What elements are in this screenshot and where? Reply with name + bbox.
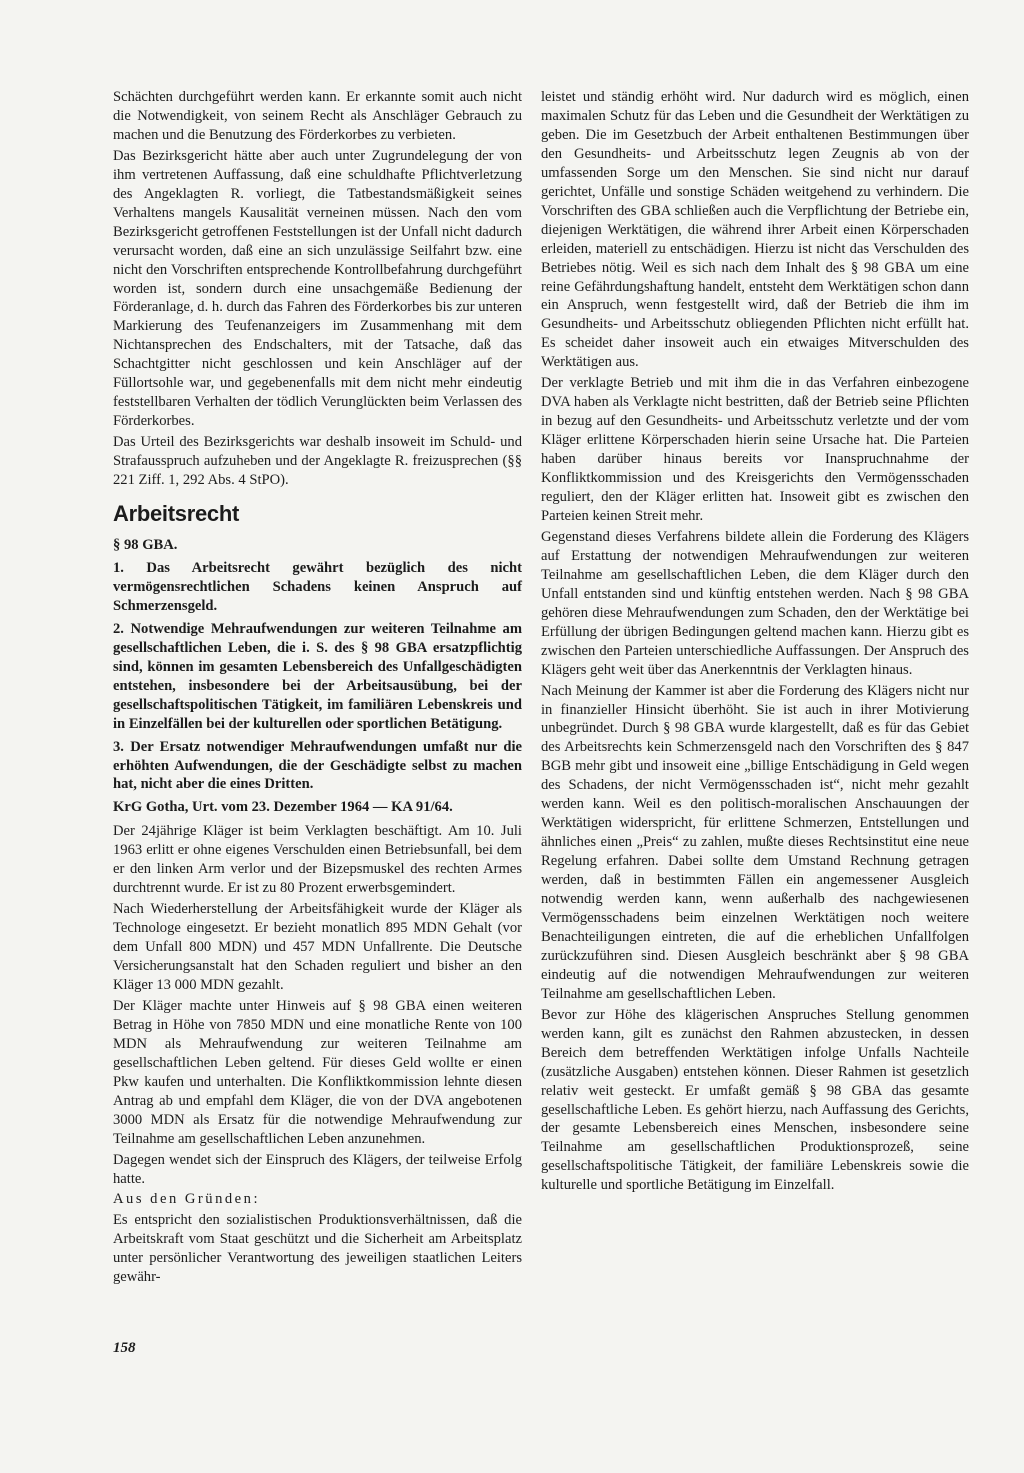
headnote: 1. Das Arbeitsrecht gewährt bezüglich des nicht vermögensrechtlichen Schadens keinen Anspruch auf Schmerzensgeld. (113, 559, 522, 614)
paragraph: Gegenstand dieses Verfahrens bildete allein die Forderung des Klägers auf Erstattung der notwendigen Mehraufwendungen zur weiteren Teilnahme am gesellschaftlichen Leben, die dem Kläger durch den Unfall entstanden sind und künftig entstehen werden. Nach § 98 GBA gehören diese Mehraufwendungen zum Schaden, den der Werktätige bei Erfüllung der übrigen Bedingungen geltend machen kann. Hierzu gibt es zwischen den Parteien unterschiedliche Auffassungen. Der Anspruch des Klägers geht weit über das Anerkenntnis der Verklagten hinaus. (541, 528, 969, 678)
paragraph: Schächten durchgeführt werden kann. Er erkannte somit auch nicht die Notwendigkeit, von seinem Recht als Anschläger Gebrauch zu machen und die Benutzung des Förderkorbes zu verbieten. (113, 89, 522, 143)
paragraph: Dagegen wendet sich der Einspruch des Klägers, der teilweise Erfolg hatte. (113, 1151, 522, 1187)
paragraph: Der 24jährige Kläger ist beim Verklagten beschäftigt. Am 10. Juli 1963 erlitt er ohne eigenes Verschulden einen Betriebsunfall, bei dem er den linken Arm verlor und der Bizepsmuskel des rechten Armes durchtrennt wurde. Er ist zu 80 Prozent erwerbsgemindert. (113, 823, 522, 897)
paragraph: Nach Meinung der Kammer ist aber die Forderung des Klägers nicht nur in finanzieller Hinsicht überhöht. Sie ist auch in ihrer Motivierung unbegründet. Durch § 98 GBA wurde klargestellt, daß es für das Gebiet des Arbeitsrechts kein Schmerzensgeld nach den Vorschriften des § 847 BGB mehr gibt und insoweit eine „billige Entschädigung in Geld wegen des Schadens, der nicht Vermögensschaden ist“, nicht mehr gezahlt werden kann. Weil es den politisch-moralischen Anschauungen der Werktätigen widerspricht, für erlittene Schmerzen, Entstellungen und ähnliches einen „Preis“ zu zahlen, mußte dieses Rechtsinstitut eine neue Regelung erfahren. Dabei sollte dem Umstand Rechnung getragen werden, daß in bestimmten Fällen ein angemessener Ausgleich notwendig werden kann, wenn außerhalb des nachgewiesenen Vermögensschadens beim einzelnen Werktätigen noch weitere Benachteiligungen eintreten, die auf die erheblichen Unfallfolgen zurückzuführen sind. Diesen Ausgleich beschränkt aber § 98 GBA eindeutig auf die notwendigen Mehraufwendungen zur weiteren Teilnahme am gesellschaftlichen Leben. (541, 682, 969, 1002)
case-citation: KrG Gotha, Urt. vom 23. Dezember 1964 — KA 91/64. (113, 799, 453, 816)
paragraph: Der verklagte Betrieb und mit ihm die in das Verfahren einbezogene DVA haben als Verklagte nicht bestritten, daß der Betrieb seine Pflichten in bezug auf den Gesundheits- und Arbeitsschutz verletzte und der vom Kläger erlittene Körperschaden hierin seine Ursache hat. Die Parteien haben darüber hinaus bereits vor Inanspruchnahme der Konfliktkommission und des Kreisgerichts den Vermögensschaden reguliert, den der Kläger erlitten hat. Insoweit gibt es zwischen den Parteien keinen Streit mehr. (541, 375, 969, 524)
section-heading: Arbeitsrecht (113, 501, 239, 527)
paragraph: Bevor zur Höhe des klägerischen Anspruches Stellung genommen werden kann, gilt es zunächst den Rahmen abzustecken, in dessen Bereich dem betreffenden Werktätigen infolge Unfalls Nachteile (zusätzliche Ausgaben) entstehen können. Dieser Rahmen ist gesetzlich relativ weit gesteckt. Er umfaßt gemäß § 98 GBA das gesamte gesellschaftliche Leben. Es gehört hierzu, nach Auffassung des Gerichts, der gesamte Lebensbereich eines Menschen, insbesondere seine Teilnahme am gesellschaftlichen Produktionsprozeß, seine gesellschaftspolitische Tätigkeit, der familiäre Lebenskreis sowie die kulturelle und sportliche Betätigung im Einzelfall. (541, 1006, 969, 1194)
paragraph: Der Kläger machte unter Hinweis auf § 98 GBA einen weiteren Betrag in Höhe von 7850 MDN und eine monatliche Rente von 100 MDN als Mehraufwendung zur weiteren Teilnahme am gesellschaftlichen Leben geltend. Für dieses Geld wollte er einen Pkw kaufen und unterhalten. Die Konfliktkommission lehnte diesen Antrag ab und empfahl dem Kläger, die von der DVA angebotenen 3000 MDN als Ersatz für die notwendige Mehraufwendung zur Teilnahme am gesellschaftlichen Leben anzunehmen. (113, 997, 522, 1147)
paragraph: Das Urteil des Bezirksgerichts war deshalb insoweit im Schuld- und Strafausspruch aufzuheben und der Angeklagte R. freizusprechen (§§ 221 Ziff. 1, 292 Abs. 4 StPO). (113, 434, 522, 489)
headnote: 2. Notwendige Mehraufwendungen zur weiteren Teilnahme am gesellschaftlichen Leben, die i. S. des § 98 GBA ersatzpflichtig sind, können im gesamten Lebensbereich des Unfallgeschädigten entstehen, insbesondere bei der Arbeitsausübung, bei der gesellschaftspolitischen Tätigkeit, im familiären Lebenskreis und in Einzelfällen bei der kulturellen oder sportlichen Betätigung. (113, 620, 522, 732)
page-number: 158 (113, 1340, 136, 1356)
paragraph: leistet und ständig erhöht wird. Nur dadurch wird es möglich, einen maximalen Schutz für das Leben und die Gesundheit der Werktätigen zu geben. Die im Gesetzbuch der Arbeit enthaltenen Bestimmungen über den Gesundheits- und Arbeitsschutz legen Zeugnis ab von der umfassenden Sorge um den Menschen. Sie sind nicht nur darauf gerichtet, Unfälle und sonstige Schäden weitgehend zu verhindern. Die Vorschriften des GBA schließen auch die Verpflichtung der Betriebe ein, diejenigen Werktätigen, die während ihrer Arbeit einen Körperschaden erleiden, materiell zu entschädigen. Hierzu ist nicht das Verschulden des Betriebes nötig. Weil es sich nach dem Inhalt des § 98 GBA um eine reine Gefährdungshaftung handelt, entsteht dem Werktätigen schon dann ein Anspruch, wenn festgestellt wird, daß der Betrieb die ihm im Gesundheits- und Arbeitsschutz obliegenden Pflichten nicht erfüllt hat. Es scheidet daher insoweit auch ein etwaiges Mitverschulden des Werktätigen aus. (541, 89, 969, 371)
reasons-label: Aus den Gründen: (113, 1191, 261, 1208)
left-column (113, 88, 522, 1289)
norm-reference: § 98 GBA. (113, 537, 178, 554)
paragraph: Das Bezirksgericht hätte aber auch unter Zugrundelegung der von ihm vertretenen Auffassung, daß eine schuldhafte Pflichtverletzung des Angeklagten R. vorliegt, die Tatbestandsmäßigkeit seines Verhaltens mangels Kausalität verneinen müssen. Nach den vom Bezirksgericht getroffenen Feststellungen ist der Unfall nicht dadurch verursacht worden, daß eine an sich unzulässige Seilfahrt bzw. eine nicht den Vorschriften entsprechende Kontrollbefahrung durchgeführt worden ist, sondern durch eine unsachgemäße Bedienung der Förderanlage, d. h. durch das Fahren des Förderkorbes bis zur unteren Markierung des Teufenanzeigers im Zusammenhang mit dem Nichtansprechen des Endschalters, mit der Tatsache, daß das Schachtgitter nicht geschlossen und kein Anschläger auf der Füllortsohle war, und gegebenenfalls mit dem nicht mehr eindeutig feststellbaren Verhalten der tödlich Verunglückten beim Verlassen des Förderkorbes. (113, 147, 522, 430)
right-column (541, 88, 969, 1197)
paragraph: Nach Wiederherstellung der Arbeitsfähigkeit wurde der Kläger als Technologe eingesetzt. Er bezieht monatlich 895 MDN Gehalt (vor dem Unfall 800 MDN) und 457 MDN Unfallrente. Die Deutsche Versicherungsanstalt hat den Schaden reguliert und bisher an den Kläger 13 000 MDN gezahlt. (113, 901, 522, 993)
headnote: 3. Der Ersatz notwendiger Mehraufwendungen umfaßt nur die erhöhten Aufwendungen, die der Geschädigte selbst zu machen hat, nicht aber die eines Dritten. (113, 738, 522, 793)
paragraph: Es entspricht den sozialistischen Produktionsverhältnissen, daß die Arbeitskraft vom Staat geschützt und die Sicherheit am Arbeitsplatz unter persönlicher Verantwortung des jeweiligen staatlichen Leiters gewähr- (113, 1212, 522, 1286)
